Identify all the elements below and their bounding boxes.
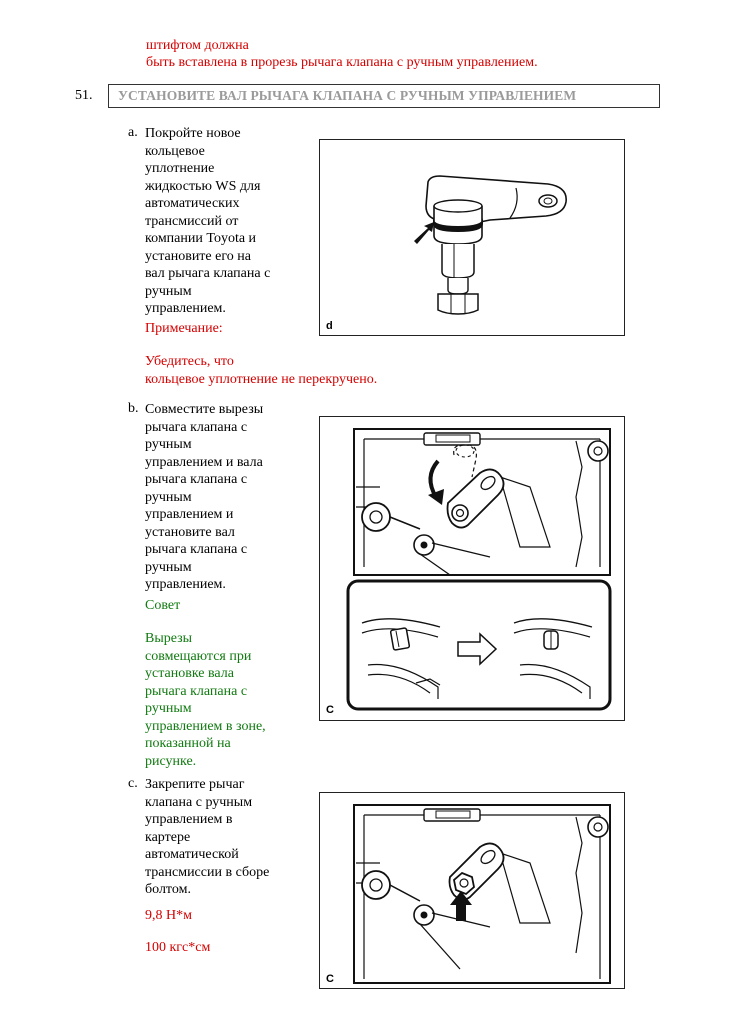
- step-title: УСТАНОВИТЕ ВАЛ РЫЧАГА КЛАПАНА С РУЧНЫМ УПРАВЛЕНИЕМ: [118, 88, 577, 103]
- figure-b-letter: C: [326, 704, 334, 716]
- substep-a-note-text: Убедитесь, что кольцевое уплотнение не перекручено.: [145, 354, 378, 387]
- substep-c-letter: c.: [128, 776, 138, 791]
- substep-b-note-text: Вырезы совмещаются при установке вала рычага клапана с ручным управлением в зоне, показанной на рисунке.: [145, 631, 266, 769]
- figure-a-letter: d: [326, 320, 333, 332]
- substep-a-letter: a.: [128, 125, 138, 140]
- figure-c-letter: C: [326, 973, 334, 985]
- intro-line-2: быть вставлена в прорезь рычага клапана с ручным управлением.: [146, 55, 538, 70]
- torque-nm: 9,8 Н*м: [145, 908, 192, 923]
- substep-c-text: Закрепите рычаг клапана с ручным управлением в картере автоматической трансмиссии в сборе болтом.: [145, 777, 270, 897]
- figure-a-drawing: [320, 140, 626, 337]
- substep-b-text: Совместите вырезы рычага клапана с ручным управлением и вала рычага клапана с ручным управлением и установите вал рычага клапана с ручным управлением.: [145, 402, 264, 592]
- substep-a-note-heading: Примечание:: [145, 321, 223, 336]
- substep-a-text: Покройте новое кольцевое уплотнение жидкостью WS для автоматических трансмиссий от компании Toyota и установите его на вал рычага клапана с ручным управлением.: [145, 126, 271, 316]
- figure-c: [319, 792, 625, 989]
- figure-b: [319, 416, 625, 721]
- substep-b-note-heading: Совет: [145, 598, 181, 613]
- torque-kgfcm: 100 кгс*см: [145, 940, 211, 955]
- substep-b-letter: b.: [128, 401, 139, 416]
- figure-c-drawing: [320, 793, 626, 990]
- intro-line-1: штифтом должна: [146, 38, 249, 53]
- step-title-box: [108, 84, 660, 108]
- step-number: 51.: [75, 88, 93, 103]
- figure-b-drawing: [320, 417, 626, 722]
- figure-a: [319, 139, 625, 336]
